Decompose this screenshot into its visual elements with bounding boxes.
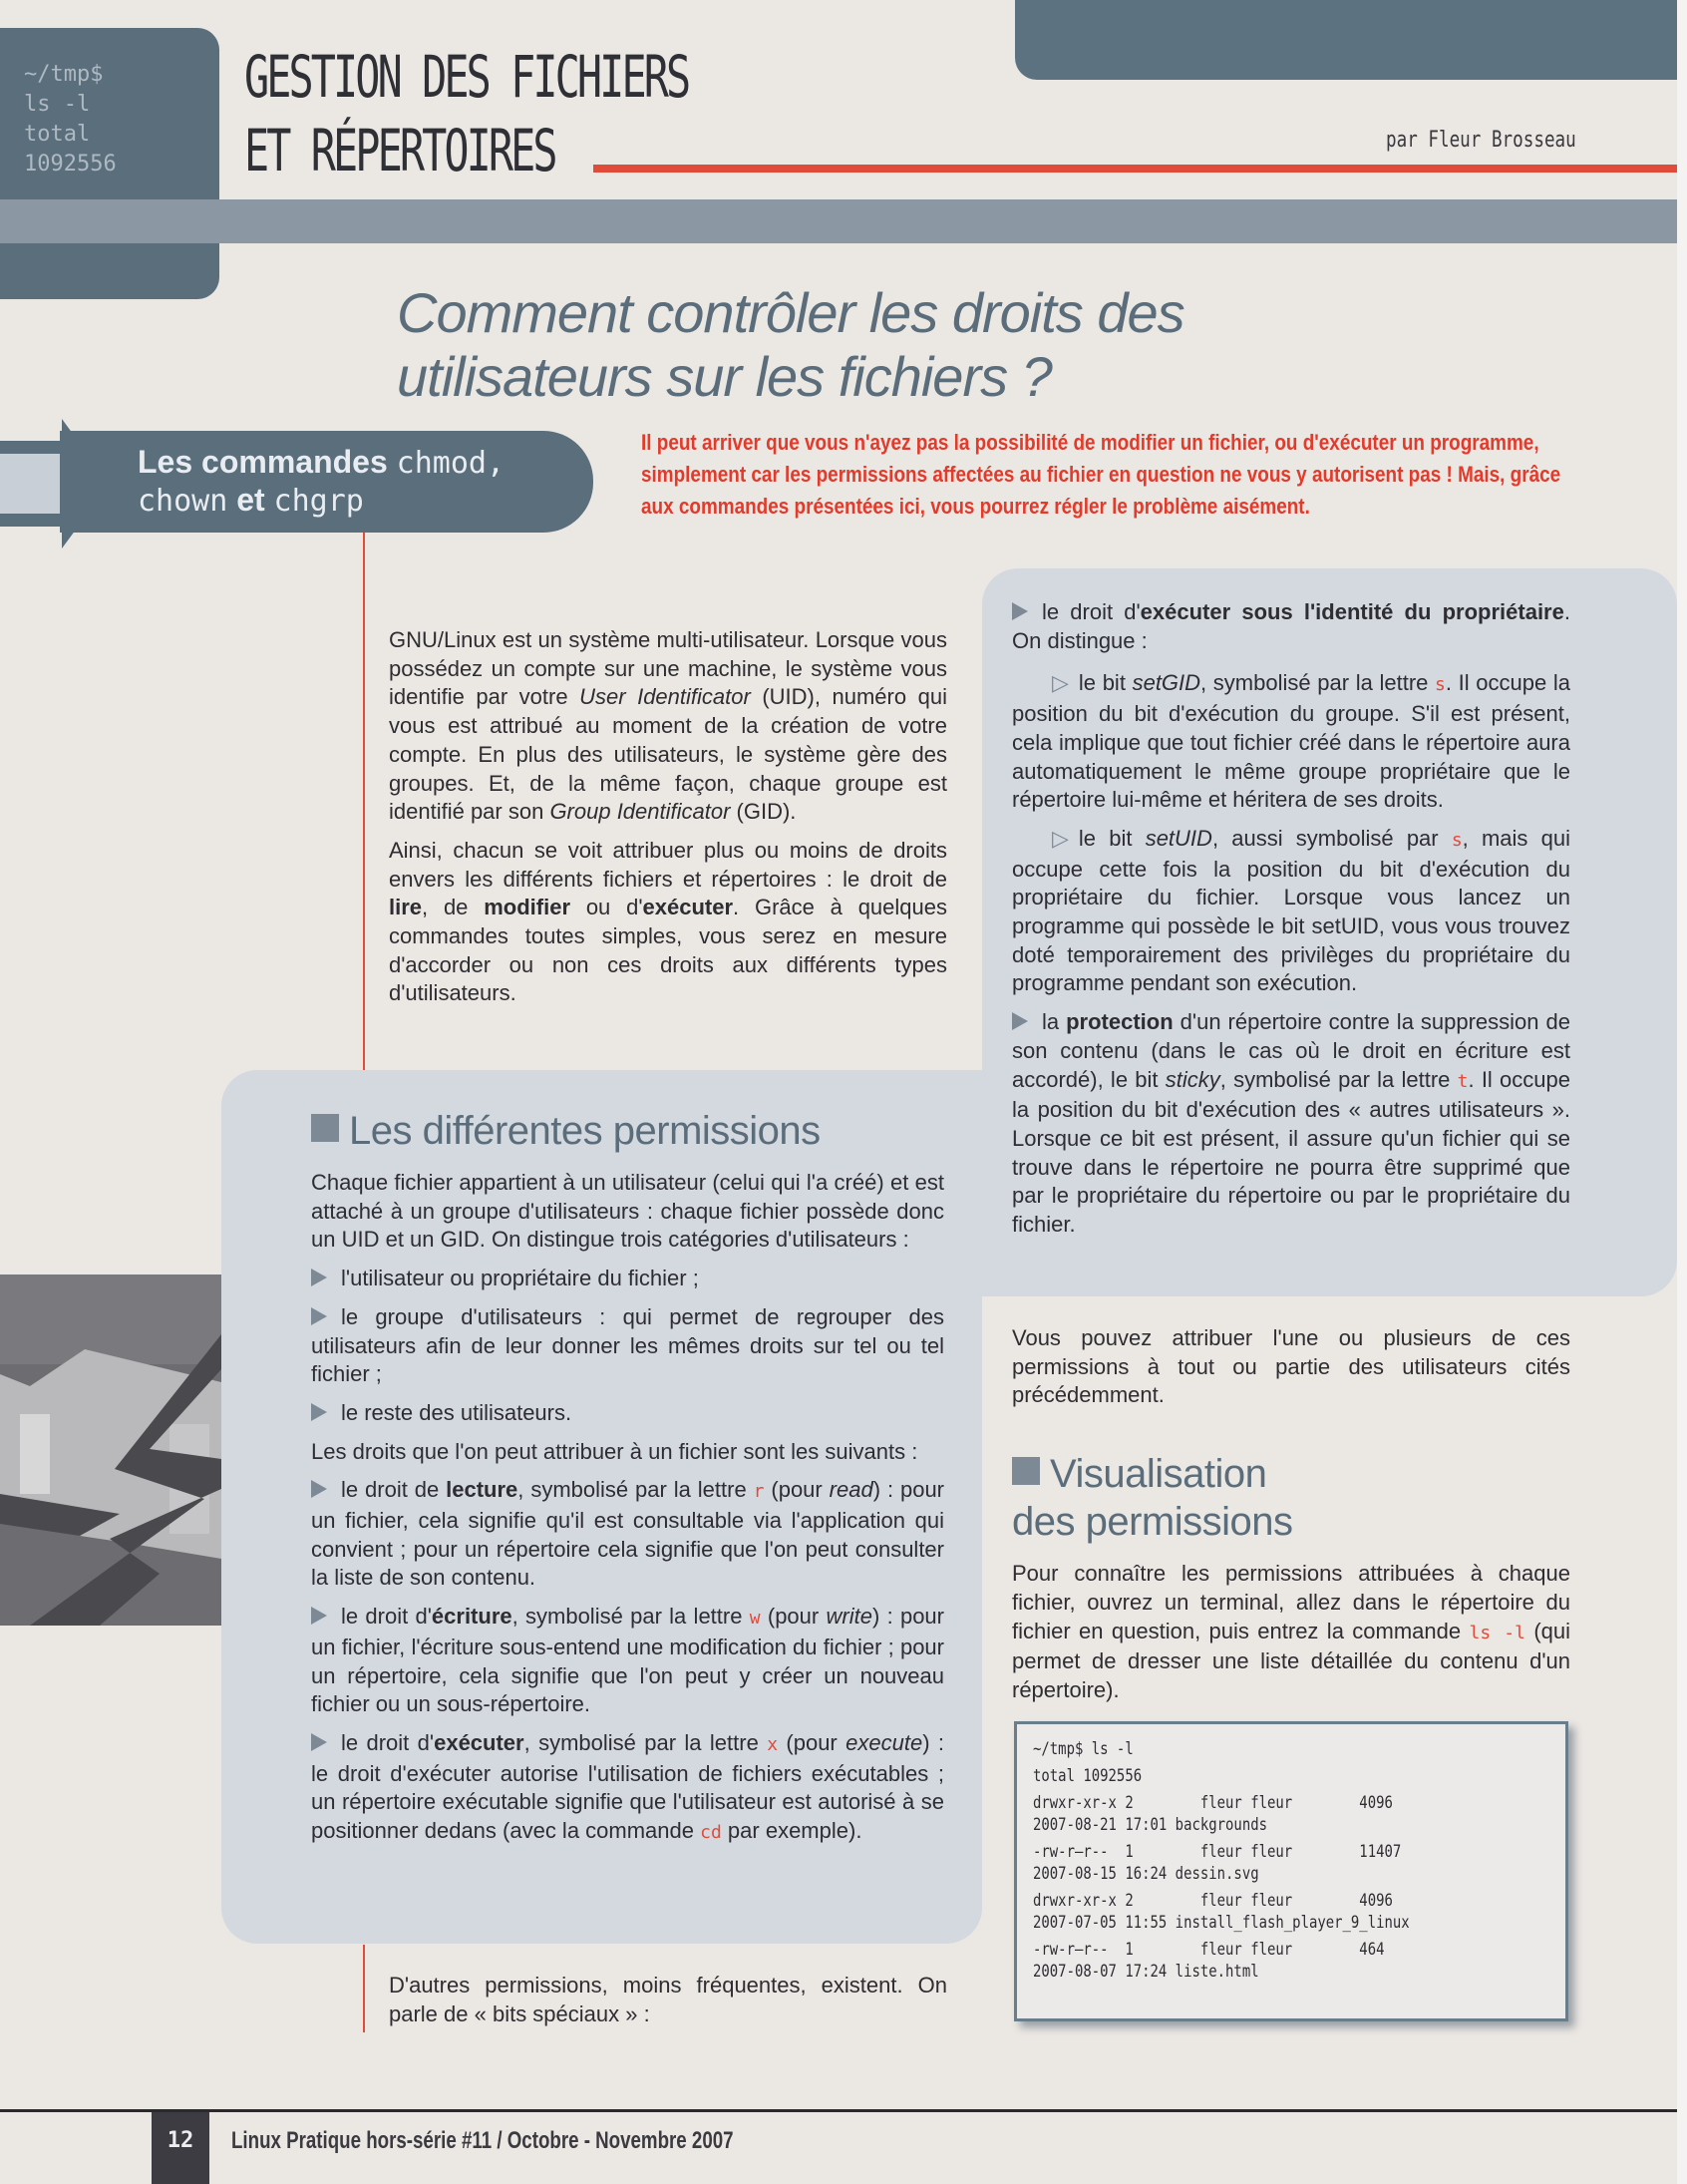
section-heading: Visualisation des permissions [1012,1452,1293,1545]
column-rule [363,533,365,1071]
header-stripe [0,199,1677,243]
triangle-bullet-icon [311,1307,327,1325]
triangle-bullet-icon [1012,602,1028,620]
list-item: le droit d'écriture, symbolisé par la lettre w (pour write) : pour un fichier, l'écriture sous-entend une modification du fichier ; pour un répertoire, cela signifie que l'on peut y créer un nouveau fichier ou un sous-répertoire. [311,1604,944,1717]
header-decor-tab [1015,0,1677,80]
paragraph: Les droits que l'on peut attribuer à un fichier sont les suivants : [311,1438,918,1464]
hollow-triangle-icon: ▷ [1052,825,1069,851]
title-underline [593,165,1677,173]
list-item: l'utilisateur ou propriétaire du fichier ; [311,1265,944,1293]
page-number: 12 [167,2128,194,2153]
footer-rule [0,2109,1677,2112]
list-item: la protection d'un répertoire contre la suppression de son contenu (dans le cas où le droit en écriture est accordé), le bit sticky, symbolisé par la lettre t. Il occupe la position du bit d'exécution des « autres utilisateurs ». Lorsque ce bit est présent, il assure qu'un fichier qui se trouve dans le répertoire ne pourra être supprimé que par le propriétaire du répertoire ou par le propriétaire du fichier. [1012,1009,1570,1238]
triangle-bullet-icon [311,1607,327,1625]
page-title: GESTION DES FICHIERS ET RÉPERTOIRES [244,43,689,184]
header-terminal-tab [0,28,219,299]
permissions-section [311,1107,944,1858]
square-bullet-icon [1012,1457,1040,1485]
triangle-bullet-icon [311,1480,327,1498]
terminal-output: ~/tmp$ ls -l total 1092556 drwxr-xr-x 2 fleur fleur 4096 2007-08-21 17:01 backgrounds -rw-r—r-- 1 fleur fleur 11407 2007-08-15 16:24 dessin.svg drwxr-xr-x 2 fleur fleur 4096 2007-07-05 11:55 install_flash_player_9_linux -rw-r—r-- 1 fleur fleur 464 2007-08-07 17:24 liste.html [1033,1739,1410,1982]
paragraph: Vous pouvez attribuer l'une ou plusieurs de ces permissions à tout ou partie des utilisateurs cités précédemment. [1012,1325,1570,1408]
paragraph: Pour connaître les permissions attribuées à chaque fichier, ouvrez un terminal, allez dans le répertoire du fichier en question, puis entrez la commande ls -l (qui permet de dresser une liste détaillée du contenu d'un répertoire). [1012,1561,1571,1702]
page-edge [1677,0,1687,2184]
list-item: le droit d'exécuter, symbolisé par la lettre x (pour execute) : le droit d'exécuter autorise l'utilisation de fichiers exécutables ; un répertoire exécutable signifie que l'utilisateur est autorisé à se positionner dedans (avec la commande cd par exemple). [311,1729,944,1844]
section-heading: Les différentes permissions [311,1107,944,1155]
terminal-listing [1014,1721,1568,2021]
byline: par Fleur Brosseau [1386,128,1576,153]
special-bits-list [1012,598,1570,1250]
special-bits-intro: D'autres permissions, moins fréquentes, existent. On parle de « bits spéciaux » : [389,1973,947,2026]
paragraph: GNU/Linux est un système multi-utilisateur. Lorsque vous possédez un compte sur une machine, le système vous identifie par votre User Identificator (UID), numéro qui vous est attribué au moment de la création de votre compte. En plus des utilisateurs, le système gère des groupes. Et, de la même façon, chaque groupe est identifié par son Group Identificator (GID). [389,627,947,825]
triangle-bullet-icon [311,1269,327,1286]
column-rule [363,1945,365,2032]
list-item: ▷ le bit setUID, aussi symbolisé par s, mais qui occupe cette fois la position du bit d'exécution du propriétaire du fichier. Lorsque vous lancez un programme qui possède le bit setUID, vous vous trouvez doté temporairement des privilèges du propriétaire du programme pendant son exécution. [1012,825,1570,996]
list-item: le droit d'exécuter sous l'identité du propriétaire. On distingue : [1012,599,1570,653]
intro-body [389,626,947,1018]
paragraph: Ainsi, chacun se voit attribuer plus ou moins de droits envers les différents fichiers et répertoires : le droit de lire, de modifier ou d'exécuter. Grâce à quelques commandes toutes simples, vous serez en mesure d'accorder ou non ces droits aux différents types d'utilisateurs. [389,837,947,1006]
header-terminal-text: ~/tmp$ ls -l total 1092556 [24,62,117,177]
photo-detail [20,1414,50,1494]
triangle-bullet-icon [311,1403,327,1421]
visualisation-section [1012,1324,1570,1715]
triangle-bullet-icon [1012,1012,1028,1030]
list-item: le reste des utilisateurs. [311,1399,944,1428]
footer-publication: Linux Pratique hors-série #11 / Octobre - Novembre 2007 [231,2127,734,2154]
triangle-bullet-icon [311,1733,327,1751]
list-item: le groupe d'utilisateurs : qui permet de regrouper des utilisateurs afin de leur donner les mêmes droits sur tel ou tel fichier ; [311,1303,944,1387]
square-bullet-icon [311,1114,339,1142]
hollow-triangle-icon: ▷ [1052,670,1069,696]
list-item: ▷ le bit setGID, symbolisé par la lettre s. Il occupe la position du bit d'exécution du groupe. S'il est présent, cela implique que tout fichier créé dans le répertoire aura automatiquement le même groupe propriétaire que le répertoire lui-même et héritera de ses droits. [1012,670,1570,813]
decorative-photo [0,1274,221,1626]
article-subtitle: Comment contrôler les droits des utilisateurs sur les fichiers ? [397,281,1184,408]
commands-banner-text: Les commandes chmod, chown et chgrp [138,444,506,519]
paragraph: Chaque fichier appartient à un utilisateur (celui qui l'a créé) et est attaché à un groupe d'utilisateurs : chaque fichier possède donc un UID et un GID. On distingue trois catégories d'utilisateurs : [311,1170,944,1253]
intro-lead: Il peut arriver que vous n'ayez pas la possibilité de modifier un fichier, ou d'exécuter un programme, simplement car les permissions affectées au fichier en question ne vous y autorisent pas ! Mais, grâce aux commandes présentées ici, vous pourrez régler le problème aisément. [641,430,1561,519]
list-item: le droit de lecture, symbolisé par la lettre r (pour read) : pour un fichier, cela signifie qu'il est consultable via l'application qui convient ; pour un répertoire cela signifie que l'on peut consulter la liste de son contenu. [311,1477,944,1591]
